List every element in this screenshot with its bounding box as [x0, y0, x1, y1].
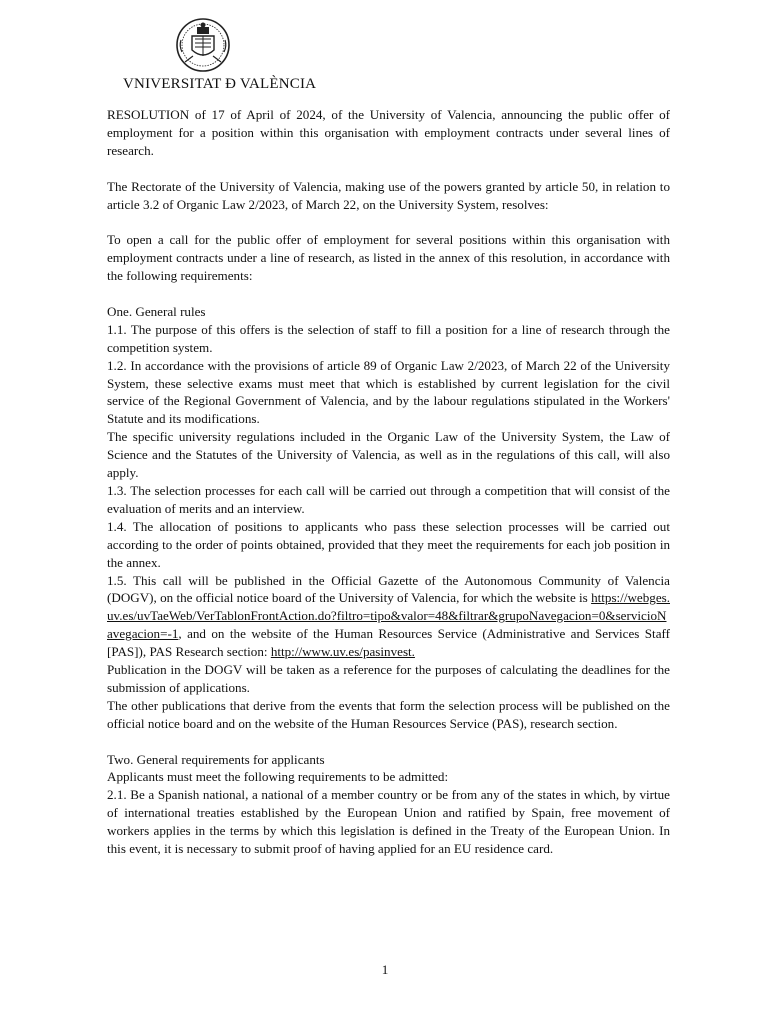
paragraph-1-5: [107, 572, 670, 662]
paragraph-1-2b: The specific university regulations included in the Organic Law of the University System, the Law of Science and the Statutes of the University of Valencia, as well as in the regulations of this call, will also apply.: [107, 429, 670, 481]
page-number: 1: [381, 962, 389, 977]
call-paragraph: To open a call for the public offer of employment for several positions within this organisation with employment contracts under a line of research, as listed in the annex of this resolution, in accordance with the following requirements:: [107, 232, 670, 284]
paragraph-2-intro: Applicants must meet the following requirements to be admitted:: [107, 769, 449, 785]
pasinvest-link[interactable]: http://www.uv.es/pasinvest.: [270, 644, 415, 660]
resolution-intro: RESOLUTION of 17 of April of 2024, of the University of Valencia, announcing the public offer of employment for a position within this organisation with employment contracts under several lines of research.: [107, 107, 670, 158]
paragraph-1-1: 1.1. The purpose of this offers is the selection of staff to fill a position for a line of research through the competition system.: [107, 321, 670, 355]
university-name: VNIVERSITAT Ð VALÈNCIA: [123, 76, 317, 92]
document-body: [107, 106, 670, 858]
paragraph-1-4: 1.4. The allocation of positions to applicants who pass these selection processes will be carried out according to the order of points obtained, provided that they meet the requirements for each job position in the annex.: [107, 518, 670, 570]
section-heading-one: One. General rules: [107, 303, 206, 319]
rectorate-paragraph: The Rectorate of the University of Valencia, making use of the powers granted by article 50, in relation to article 3.2 of Organic Law 2/2023, of March 22, on the University System, resolves:: [107, 178, 670, 212]
university-logo: [123, 16, 317, 94]
paragraph-2-1: 2.1. Be a Spanish national, a national of a member country or be from any of the states in which, by virtue of international treaties established by the European Union and ratified by Spain, free movement of workers applies in the terms by which this legislation is defined in the Treaty of the European Union. In this event, it is necessary to submit proof of having applied for an EU residence card.: [107, 787, 670, 857]
university-seal-icon: [173, 16, 233, 74]
paragraph-1-2: 1.2. In accordance with the provisions of article 89 of Organic Law 2/2023, of March 22 of the University System, these selective exams must meet that which is established by current legislation for the civil service of the Regional Government of Valencia, and by the labour regulations stipulated in the Workers' Statute and its modifications.: [107, 357, 670, 427]
paragraph-1-5-text: 1.5. This call will be published in the Official Gazette of the Autonomous Community of Valencia (DOGV), on the official notice board of the University of Valencia, for which the website is: [107, 572, 670, 606]
paragraph-1-3: 1.3. The selection processes for each call will be carried out through a competition that will consist of the evaluation of merits and an interview.: [107, 482, 670, 516]
paragraph-1-5b: Publication in the DOGV will be taken as a reference for the purposes of calculating the deadlines for the submission of applications.: [107, 662, 670, 695]
paragraph-1-5-mid: , and on the website of the Human Resources Service (Administrative and Services Staff [PAS]), PAS Research section:: [107, 626, 670, 660]
paragraph-1-5c: The other publications that derive from the events that form the selection process will be published on the official notice board and on the website of the Human Resources Service (PAS), research section.: [107, 697, 670, 731]
section-heading-two: Two. General requirements for applicants: [107, 751, 325, 767]
notice-board-link[interactable]: https://webges.uv.es/uvTaeWeb/VerTablonFrontAction.do?filtro=tipo&valor=48&filtrar&grupoNavegacion=0&servicioNavegacion=-1: [107, 590, 670, 642]
